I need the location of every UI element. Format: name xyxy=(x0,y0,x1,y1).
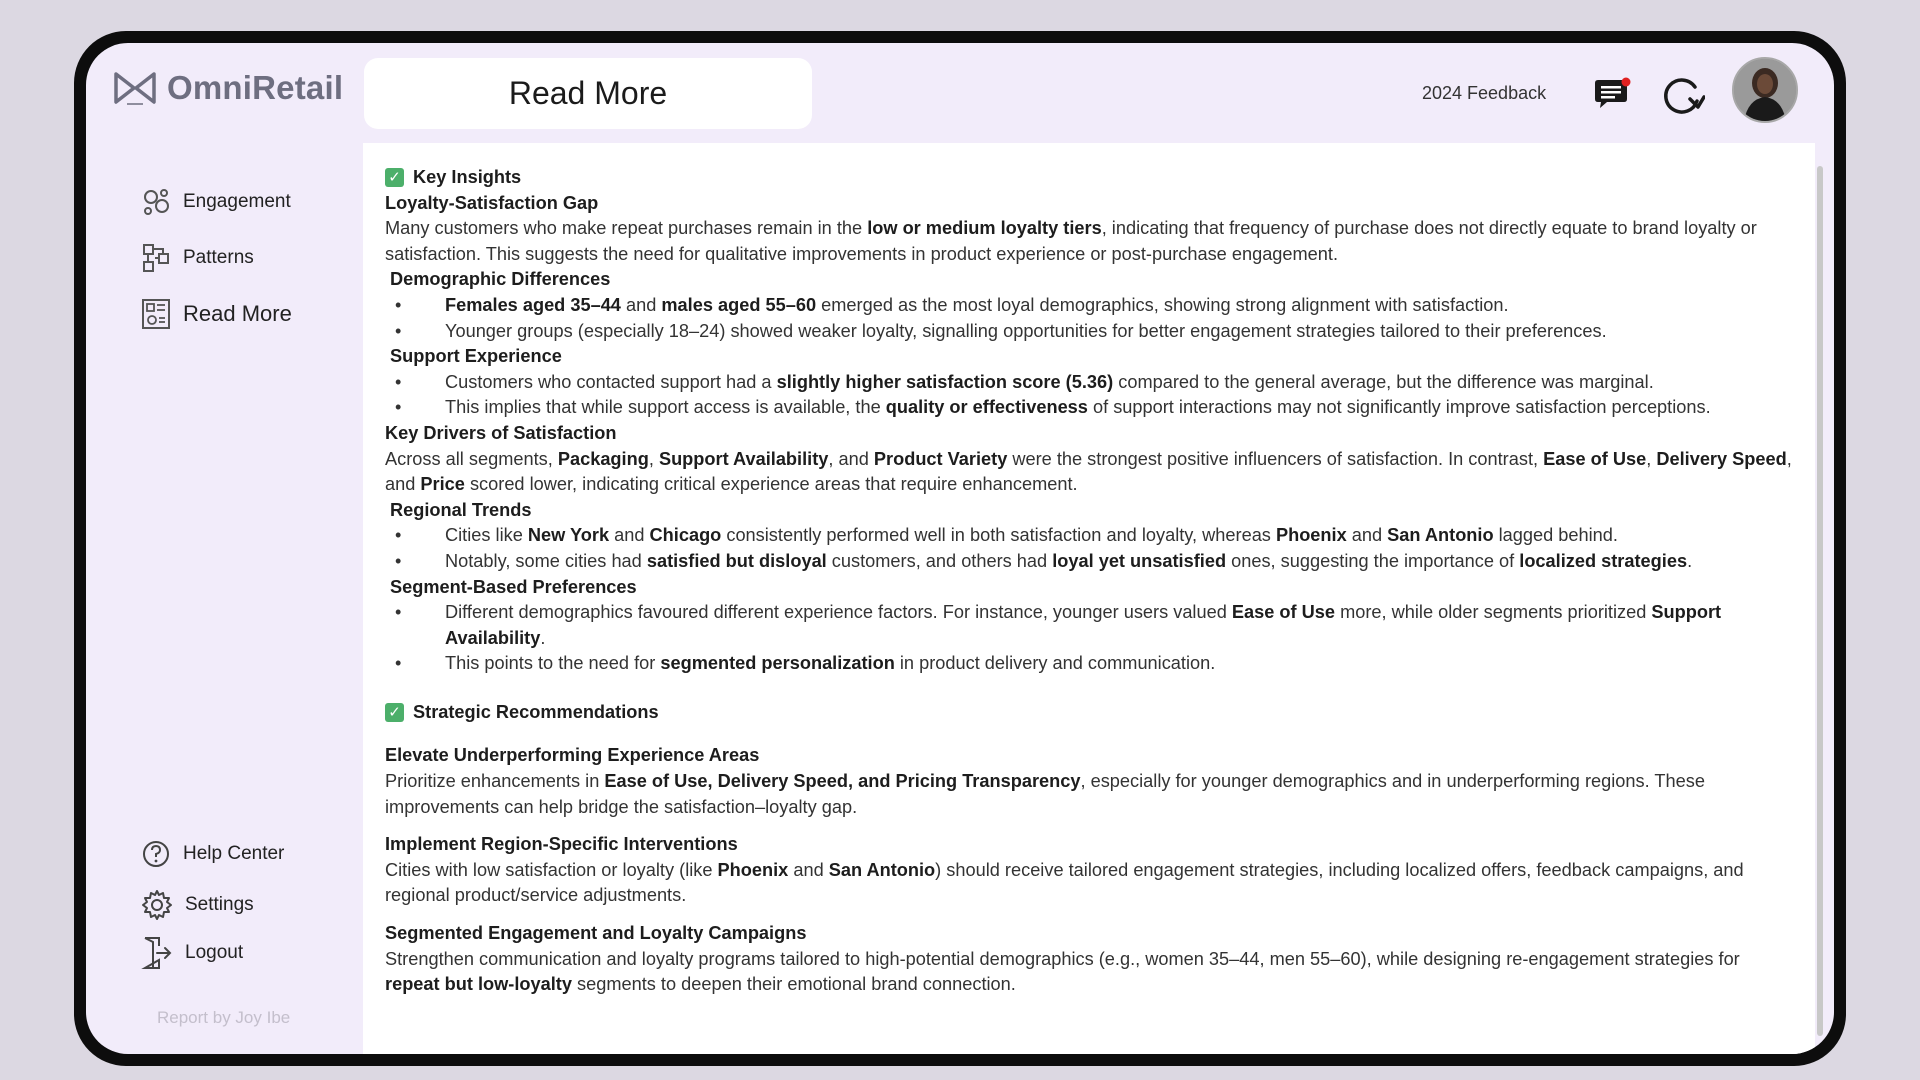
bold-text: Price xyxy=(420,474,465,495)
sidebar-item-label: Logout xyxy=(185,942,244,963)
bold-text: New York xyxy=(527,525,610,546)
brand-name: OmniRetail xyxy=(167,69,344,106)
text: in product delivery and communication. xyxy=(894,653,1216,674)
sidebar-item-label: Patterns xyxy=(183,247,254,268)
text: of support interactions may not significantly improve satisfaction perceptions. xyxy=(1087,397,1711,418)
feedback-year-label: 2024 Feedback xyxy=(1422,83,1547,103)
sidebar-item-settings[interactable] xyxy=(141,889,254,921)
engagement-icon xyxy=(141,187,171,217)
insight-title: Demographic Differences xyxy=(390,269,611,290)
report-content xyxy=(363,143,1815,1054)
text: This implies that while support access is available, the xyxy=(445,397,886,418)
recommendation-paragraph xyxy=(385,769,1815,820)
bold-text: Product Variety xyxy=(873,448,1008,469)
bullet-item xyxy=(385,600,1815,651)
text: Prioritize enhancements in xyxy=(385,771,605,792)
report-credit: Report by Joy Ibe xyxy=(157,1008,291,1027)
bullet-item xyxy=(385,370,1815,396)
bold-text: Phoenix xyxy=(1275,525,1347,546)
text: more, while older segments prioritized xyxy=(1335,602,1652,623)
insight-title: Loyalty-Satisfaction Gap xyxy=(385,192,599,213)
text: Many customers who make repeat purchases remain in the xyxy=(385,218,868,239)
text: ) should receive tailored engagement strategies, including localized offers, feedback campaigns, and regional product/service adjustments. xyxy=(385,859,1744,906)
help-icon xyxy=(141,839,171,869)
text: , and xyxy=(385,448,1792,495)
recommendation-title: Elevate Underperforming Experience Areas xyxy=(385,745,760,766)
bold-text: loyal yet unsatisfied xyxy=(1052,550,1227,571)
bold-text: satisfied but disloyal xyxy=(646,550,827,571)
recommendation-title: Segmented Engagement and Loyalty Campaigns xyxy=(385,923,807,944)
sidebar-item-label: Help Center xyxy=(183,843,285,864)
bold-text: San Antonio xyxy=(1387,525,1494,546)
report-screen xyxy=(86,43,1834,1054)
recommendation-paragraph xyxy=(385,858,1815,909)
sidebar-item-label: Engagement xyxy=(183,191,291,212)
bold-text: low or medium loyalty tiers xyxy=(867,218,1102,239)
bullet-dot: • xyxy=(395,550,402,571)
logout-icon xyxy=(141,936,173,970)
text: This points to the need for xyxy=(445,653,661,674)
insight-paragraph xyxy=(385,447,1815,498)
bold-text: segmented personalization xyxy=(660,653,895,674)
bullet-item xyxy=(385,293,1815,319)
bold-text: Ease of Use xyxy=(1231,602,1336,623)
text: Cities with low satisfaction or loyalty (like xyxy=(385,859,718,880)
section-title: Strategic Recommendations xyxy=(413,701,659,722)
bold-text: males aged 55–60 xyxy=(661,294,817,315)
sidebar-item-read-more[interactable] xyxy=(141,298,292,330)
text: , xyxy=(1646,448,1657,469)
text: Cities like xyxy=(445,525,528,546)
text: . xyxy=(540,627,546,648)
bullet-item xyxy=(385,395,1815,421)
sidebar-item-patterns[interactable] xyxy=(141,242,254,274)
bold-text: Females aged 35–44 xyxy=(445,294,621,315)
text: Across all segments, xyxy=(385,448,558,469)
text: and xyxy=(1346,525,1388,546)
bold-text: localized strategies xyxy=(1519,550,1688,571)
text: segments to deepen their emotional brand connection. xyxy=(571,974,1016,995)
section-title: Key Insights xyxy=(413,167,522,187)
sidebar-item-label: Read More xyxy=(183,301,292,326)
text: and xyxy=(620,294,662,315)
text: Different demographics favoured different experience factors. For instance, younger users valued xyxy=(445,602,1232,623)
bold-text: San Antonio xyxy=(828,859,936,880)
bold-text: Ease of Use, Delivery Speed, and Pricing Transparency xyxy=(604,771,1081,792)
bold-text: repeat but low-loyalty xyxy=(385,974,572,995)
text: Younger groups (especially 18–24) showed weaker loyalty, signalling opportunities for better engagement strategies tailored to their preferences. xyxy=(445,320,1607,341)
recommendation-paragraph xyxy=(385,947,1815,998)
bowtie-logo-icon xyxy=(113,70,157,106)
bullet-item xyxy=(385,319,1815,345)
chat-notification-icon[interactable] xyxy=(1593,77,1631,116)
bullet-dot: • xyxy=(395,371,402,392)
text: scored lower, indicating critical experience areas that require enhancement. xyxy=(464,474,1078,495)
text: . xyxy=(1687,550,1693,571)
insight-title: Support Experience xyxy=(390,346,562,367)
gear-icon xyxy=(141,889,173,921)
bold-text: Delivery Speed xyxy=(1656,448,1787,469)
strategic-recommendations-heading xyxy=(385,700,1815,726)
text: , especially for younger demographics and in underperforming regions. These improvements can help bridge the satisfaction–loyalty gap. xyxy=(385,771,1705,817)
insight-title: Segment-Based Preferences xyxy=(390,576,637,597)
bold-text: Phoenix xyxy=(717,859,789,880)
text: compared to the general average, but the difference was marginal. xyxy=(1113,371,1654,392)
bold-text: Packaging xyxy=(557,448,649,469)
bold-text: Support Availability xyxy=(445,602,1722,648)
patterns-icon xyxy=(141,242,171,274)
text: Customers who contacted support had a xyxy=(445,371,777,392)
bullet-dot: • xyxy=(395,320,402,341)
text: were the strongest positive influencers of satisfaction. In contrast, xyxy=(1007,448,1544,469)
bullet-dot: • xyxy=(395,294,402,315)
refresh-icon[interactable] xyxy=(1659,73,1705,122)
text: emerged as the most loyal demographics, showing strong alignment with satisfaction. xyxy=(816,294,1509,315)
text: lagged behind. xyxy=(1493,525,1618,546)
bold-text: Ease of Use xyxy=(1543,448,1647,469)
bold-text: Chicago xyxy=(649,525,722,546)
text: , xyxy=(648,448,659,469)
bold-text: Support Availability xyxy=(658,448,829,469)
bullet-dot: • xyxy=(395,397,402,418)
text: Notably, some cities had xyxy=(445,550,647,571)
bold-text: quality or effectiveness xyxy=(885,397,1088,418)
text: , and xyxy=(828,448,874,469)
insight-title: Key Drivers of Satisfaction xyxy=(385,422,617,443)
page-title: Read More xyxy=(364,58,812,129)
key-insights-heading xyxy=(385,165,1815,191)
bold-text: slightly higher satisfaction score (5.36) xyxy=(776,371,1114,392)
text: ones, suggesting the importance of xyxy=(1226,550,1520,571)
user-avatar[interactable] xyxy=(1732,57,1798,123)
bullet-dot: • xyxy=(395,525,402,546)
content-scrollbar[interactable] xyxy=(1817,166,1823,1036)
brand-logo xyxy=(113,69,343,107)
bullet-item xyxy=(385,549,1815,575)
text: and xyxy=(609,525,650,546)
insight-paragraph xyxy=(385,216,1815,267)
sidebar-item-engagement[interactable] xyxy=(141,187,291,217)
device-frame xyxy=(74,31,1846,1066)
checkmark-icon: ✓ xyxy=(385,703,404,722)
bullet-dot: • xyxy=(395,653,402,674)
text: and xyxy=(788,859,829,880)
insight-title: Regional Trends xyxy=(390,499,532,520)
recommendation-title: Implement Region-Specific Interventions xyxy=(385,834,738,855)
text: Strengthen communication and loyalty programs tailored to high-potential demographics (e.g., women 35–44, men 55–60), while designing re-engagement strategies for xyxy=(385,948,1740,969)
sidebar-item-help-center[interactable] xyxy=(141,839,284,869)
read-more-icon xyxy=(141,298,171,330)
text: consistently performed well in both satisfaction and loyalty, whereas xyxy=(721,525,1276,546)
sidebar-item-label: Settings xyxy=(185,894,254,915)
bullet-item xyxy=(385,651,1815,677)
text: customers, and others had xyxy=(826,550,1053,571)
bullet-item xyxy=(385,523,1815,549)
sidebar-item-logout[interactable] xyxy=(141,936,243,970)
text: , indicating that frequency of purchase does not directly equate to brand loyalty or satisfaction. This suggests the need for qualitative improvements in product experience or post-purchase engagement. xyxy=(385,218,1757,264)
checkmark-icon: ✓ xyxy=(385,168,404,187)
bullet-dot: • xyxy=(395,602,402,623)
